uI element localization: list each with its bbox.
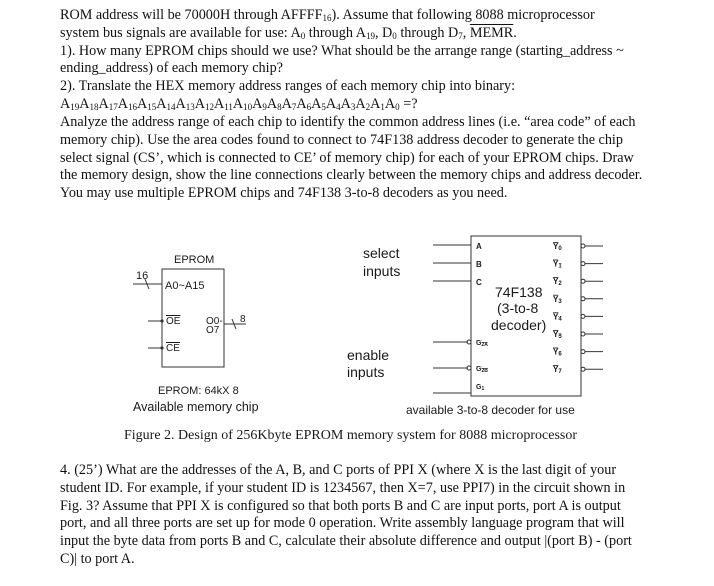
address-bit-letter: A xyxy=(355,96,366,112)
address-bit-letter: A xyxy=(60,96,71,112)
address-bus-width: 16 xyxy=(136,270,149,282)
input-a-label: A xyxy=(476,242,482,251)
data-pins-top: O0- xyxy=(206,316,223,327)
output-bubble-y4 xyxy=(581,314,585,318)
q4-line-3: Fig. 3? Assume that PPI X is configured so that both ports B and C are input ports, port A is output xyxy=(60,498,621,514)
address-bit-letter: A xyxy=(384,96,396,112)
q3-line-3: 1). How many EPROM chips should we use? What should be the arrange range (starting_address ~ xyxy=(60,43,624,59)
address-bit-index: 18 xyxy=(89,102,99,112)
address-bit-index: 1 xyxy=(380,102,385,112)
eprom-caption: Available memory chip xyxy=(133,400,259,414)
ce-pin-label: CE xyxy=(166,343,180,354)
q3-line-9: select signal (CS’, which is connected to CE’ of memory chip) for each of your EPROM chips. Draw xyxy=(60,150,634,166)
output-label-y2: Y2 xyxy=(553,277,562,288)
address-bit-letter: A xyxy=(98,96,109,112)
q4-line-6: C)| to port A. xyxy=(60,551,135,567)
address-bit-index: 2 xyxy=(365,102,371,112)
enable-label-2: inputs xyxy=(347,364,385,380)
q3-line-11: You may use multiple EPROM chips and 74F138 3-to-8 decoders as you need. xyxy=(60,185,508,201)
address-bit-letter: A xyxy=(325,96,337,112)
oe-dot xyxy=(160,319,163,322)
figure-caption: Figure 2. Design of 256Kbyte EPROM memory system for 8088 microprocessor xyxy=(124,428,577,443)
q4-line-4: port, and all three ports are set up for mode 0 operation. Write assembly language program that will xyxy=(60,515,625,531)
address-bit-index: 10 xyxy=(243,102,253,112)
q3-line-1: ROM address will be 70000H through $AFFFF_{16}$). Assume that following 8088 microprocessor xyxy=(60,7,595,23)
decoder-outputs xyxy=(553,242,603,375)
decoder-name-3: decoder) xyxy=(491,317,547,333)
input-c-label: C xyxy=(476,278,482,287)
output-bubble-y3 xyxy=(581,297,585,301)
q4-line-5: input the byte data from ports B and C, calculate their absolute difference and output |(port B) - (port xyxy=(60,533,632,549)
address-bit-letter: A xyxy=(194,96,205,112)
address-bit-letter: A xyxy=(79,96,90,112)
address-bit-letter: A xyxy=(296,96,307,112)
address-bit-letter: A xyxy=(137,96,148,112)
data-pins-bottom: O7 xyxy=(206,325,220,336)
address-bit-index: 12 xyxy=(205,102,214,112)
address-bit-letter: A xyxy=(117,96,128,112)
address-pins-label: A0~A15 xyxy=(165,280,205,292)
output-bubble-y6 xyxy=(581,350,585,354)
decoder-name-2: (3-to-8 xyxy=(497,300,539,316)
q3-line-5: 2). Translate the HEX memory address ranges of each memory chip into binary: xyxy=(60,78,516,94)
output-label-y5: Y5 xyxy=(553,330,562,340)
address-bit-index: 15 xyxy=(147,102,157,112)
address-bit-letter: A xyxy=(266,96,278,112)
output-bubble-y1 xyxy=(581,262,585,266)
address-bit-index: 5 xyxy=(321,102,326,112)
address-bit-index: 11 xyxy=(224,102,233,112)
output-label-y6: Y6 xyxy=(553,347,562,358)
eprom-title: EPROM xyxy=(174,254,215,266)
address-bit-index: 0 xyxy=(395,102,400,112)
oe-pin-label: OE xyxy=(166,316,181,327)
address-bit-index: 3 xyxy=(350,102,356,112)
address-bit-letter: A xyxy=(252,96,263,112)
q3-line-7: Analyze the address range of each chip to identify the common address lines (i.e. “area code” of each xyxy=(60,114,636,130)
input-b-label: B xyxy=(476,260,482,269)
ce-dot xyxy=(160,346,163,349)
address-bit-letter: A xyxy=(281,96,292,112)
address-bit-index: 4 xyxy=(336,102,341,112)
output-bubble-y2 xyxy=(581,279,585,283)
address-bit-index: 19 xyxy=(70,102,80,112)
address-bit-index: 14 xyxy=(166,102,176,112)
decoder-name-1: 74F138 xyxy=(495,284,543,300)
output-label-y1: Y1 xyxy=(553,259,562,270)
address-bit-letter: A xyxy=(311,96,322,112)
q4-line-1: 4. (25’) What are the addresses of the A, B, and C ports of PPI X (where X is the last digit of your xyxy=(60,462,617,478)
address-bit-letter: A xyxy=(340,96,351,112)
output-label-y0: Y0 xyxy=(553,242,562,252)
address-bit-letter: A xyxy=(370,96,381,112)
address-bit-index: 8 xyxy=(277,102,282,112)
address-bit-index: 16 xyxy=(128,102,137,112)
q4-line-2: student ID. For example, if your student ID is 1234567, then X=7, use PPI7) in the circuit shown in xyxy=(60,480,626,496)
output-label-y7: Y7 xyxy=(553,365,562,376)
address-bit-letter: A xyxy=(214,96,225,112)
binary-suffix: =? xyxy=(399,96,418,112)
enable-label-1: enable xyxy=(347,347,390,363)
q3-line-8: memory chip). Use the area codes found to connect to 74F138 address decoder to generate the chip xyxy=(60,132,623,148)
address-bit-index: 6 xyxy=(306,102,312,112)
data-bus-width: 8 xyxy=(240,314,246,325)
output-bubble-y7 xyxy=(581,367,585,371)
decoder-caption: available 3-to-8 decoder for use xyxy=(406,403,575,417)
memr-signal: MEMR xyxy=(469,25,514,41)
enable-g2a-label: G2A xyxy=(476,340,488,348)
address-bit-index: 13 xyxy=(185,102,195,112)
output-bubble-y0 xyxy=(581,244,585,248)
enable-g1-label: G1 xyxy=(476,384,485,392)
address-bit-index: 9 xyxy=(262,102,267,112)
address-bit-letter: A xyxy=(156,96,167,112)
q3-line-4: ending_address) of each memory chip? xyxy=(60,60,283,76)
address-bit-index: 7 xyxy=(291,102,297,112)
output-bubble-y5 xyxy=(581,332,585,336)
select-label-2: inputs xyxy=(363,263,401,279)
enable-g2b-label: G2B xyxy=(476,366,488,374)
eprom-spec: EPROM: 64kX 8 xyxy=(158,385,239,397)
q3-line-10: the memory design, show the line connections clearly between the memory chips and address decoder. xyxy=(60,167,643,183)
select-label-1: select xyxy=(363,245,400,261)
output-label-y3: Y3 xyxy=(553,294,562,305)
q3-line-2: system bus signals are available for use: $A_0$ through $A_{19}$, $D_0$ through $D_7$, MEMR. xyxy=(60,25,517,41)
address-bit-letter: A xyxy=(175,96,186,112)
output-label-y4: Y4 xyxy=(553,312,562,323)
address-bit-index: 17 xyxy=(108,102,118,112)
address-bit-letter: A xyxy=(232,96,244,112)
